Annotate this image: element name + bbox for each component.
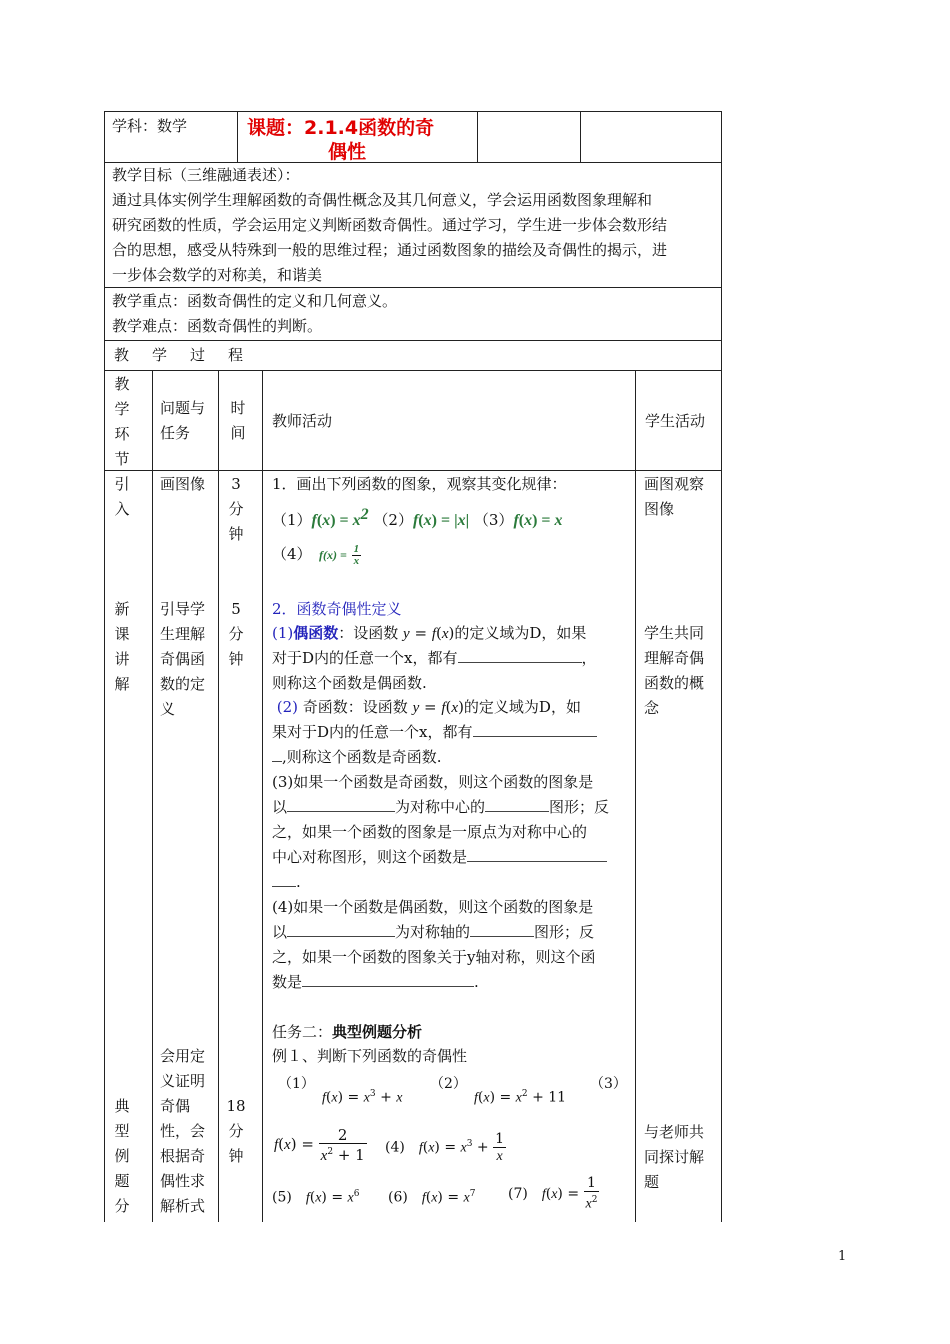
process-title: 教 学 过 程 bbox=[114, 346, 248, 364]
column-header-teacher: 教师活动 bbox=[272, 412, 333, 430]
lesson-title-line1: 课题：2.1.4函数的奇 bbox=[247, 117, 435, 139]
header-row-bottom bbox=[104, 470, 722, 471]
odd-graph-line-2: 以 为对称中心的 图形；反 bbox=[272, 798, 610, 816]
row2-student: 学生共同理解奇偶函数的概念 bbox=[644, 624, 705, 717]
row1-student: 画图观察图像 bbox=[644, 475, 705, 518]
objectives-line-1: 通过具体实例学生理解函数的奇偶性概念及其几何意义，学会运用函数图象理解和 bbox=[112, 191, 653, 209]
example-fn-2-expr: $f(x) = x^2 + 11$ bbox=[474, 1089, 567, 1106]
odd-graph-line-3: 之，如果一个函数的图象是一原点为对称中心的 bbox=[272, 823, 588, 841]
odd-def-line-3: ,则称这个函数是奇函数. bbox=[272, 745, 442, 770]
row3-student: 与老师共同探讨解题 bbox=[644, 1123, 705, 1191]
odd-graph-line-5: . bbox=[272, 870, 301, 895]
odd-graph-line-1: (3)如果一个函数是奇函数，则这个函数的图象是 bbox=[272, 773, 594, 791]
example-fn-1-expr: $f(x) = x^3 + x$ bbox=[322, 1089, 403, 1106]
col-divider-teacher bbox=[635, 370, 636, 1222]
task2-heading bbox=[272, 1020, 422, 1045]
example-fn-1: （1） bbox=[278, 1076, 315, 1092]
objectives-line-3: 合的思想，感受从特殊到一般的思维过程；通过函数图象的描绘及奇偶性的揭示，进 bbox=[112, 241, 668, 259]
even-def-line-1: (1)偶函数：设函数 y = f(x)的定义域为D，如果 bbox=[272, 624, 587, 642]
row3-task: 会用定义证明奇偶性，会根据奇偶性求解析式 bbox=[160, 1047, 206, 1215]
row1-function-4: （4） f(x) = $\frac{1}{x}$ bbox=[272, 542, 360, 567]
odd-graph-line-4: 中心对称图形，则这个函数是 bbox=[272, 845, 607, 870]
even-def-line-3: 则称这个函数是偶函数. bbox=[272, 674, 427, 692]
row1-functions: $(1)f(x) = x^2$ （2）f(x) = |x| （3）f(x) = x bbox=[272, 506, 563, 529]
even-graph-line-2: 以 为对称轴的 图形；反 bbox=[272, 923, 595, 941]
example-fn-5: (5) $f(x) = x^6$ bbox=[272, 1189, 360, 1206]
row1-instruction: 1．画出下列函数的图象，观察其变化规律： bbox=[272, 475, 567, 493]
example-fn-3: （3） bbox=[590, 1076, 627, 1092]
even-graph-line-3: 之，如果一个函数的图象关于y轴对称，则这个函 bbox=[272, 948, 596, 966]
definition-heading: 2．函数奇偶性定义 bbox=[272, 600, 402, 618]
column-header-time: 时间 bbox=[230, 399, 246, 442]
objectives-line-2: 研究函数的性质，学会运用定义判断函数奇偶性。通过学习，学生进一步体会数形结 bbox=[112, 216, 668, 234]
header-divider-2 bbox=[477, 111, 478, 163]
col-divider-time bbox=[262, 370, 263, 1222]
difficulty-point: 教学难点：函数奇偶性的判断。 bbox=[112, 317, 323, 335]
even-def-line-2: 对于D内的任意一个x，都有 ， bbox=[272, 649, 597, 667]
row1-time: 3分钟 bbox=[228, 475, 244, 543]
header-divider-1 bbox=[237, 111, 238, 163]
example-fn-4: (4) $f(x) = x^3$ + $\frac{1}{x}$ bbox=[385, 1130, 505, 1164]
row1-task: 画图像 bbox=[160, 475, 206, 493]
column-header-student: 学生活动 bbox=[645, 412, 706, 430]
even-graph-line-1: (4)如果一个函数是偶函数，则这个函数的图象是 bbox=[272, 898, 594, 916]
objectives-line-4: 一步体会数学的对称美，和谐美 bbox=[112, 266, 323, 284]
row2-stage: 新课讲解 bbox=[114, 600, 130, 693]
key-point: 教学重点：函数奇偶性的定义和几何意义。 bbox=[112, 292, 398, 310]
row1-stage: 引入 bbox=[114, 475, 130, 518]
row2-task: 引导学生理解奇偶函数的定义 bbox=[160, 600, 206, 718]
example-fn-2: （2） bbox=[430, 1076, 467, 1092]
row3-time: 18分钟 bbox=[226, 1097, 246, 1165]
example-fn-3-expr: f(x) = $\frac{2}{x^2 + 1}$ bbox=[274, 1125, 365, 1164]
col-divider-task bbox=[218, 370, 219, 1222]
row2-time: 5分钟 bbox=[228, 600, 244, 668]
col-divider-stage bbox=[152, 370, 153, 1222]
header-divider-3 bbox=[580, 111, 581, 163]
example-1: 例１、判断下列函数的奇偶性 bbox=[272, 1047, 468, 1065]
lesson-title-line2: 偶性 bbox=[328, 141, 367, 163]
odd-def-line-1: (2) 奇函数：设函数 y = f(x)的定义域为D，如 bbox=[276, 698, 581, 716]
example-fn-7: (7) f(x) = $\frac{1}{x^2}$ bbox=[508, 1175, 598, 1212]
row3-stage: 典型例题分 bbox=[114, 1097, 130, 1215]
example-fn-6: (6) $f(x) = x^7$ bbox=[388, 1189, 476, 1206]
objectives-heading: 教学目标（三维融通表述）： bbox=[112, 166, 300, 184]
odd-def-line-2: 果对于D内的任意一个x，都有 bbox=[272, 720, 597, 745]
even-graph-line-4: 数是 . bbox=[272, 973, 479, 991]
subject-label: 学科：数学 bbox=[112, 117, 188, 135]
column-header-stage: 教学环节 bbox=[114, 375, 130, 468]
task2-prefix: 任务二： bbox=[272, 1023, 333, 1041]
task2-title: 典型例题分析 bbox=[332, 1023, 423, 1041]
column-header-task: 问题与任务 bbox=[160, 399, 206, 442]
page-number: 1 bbox=[838, 1249, 847, 1264]
